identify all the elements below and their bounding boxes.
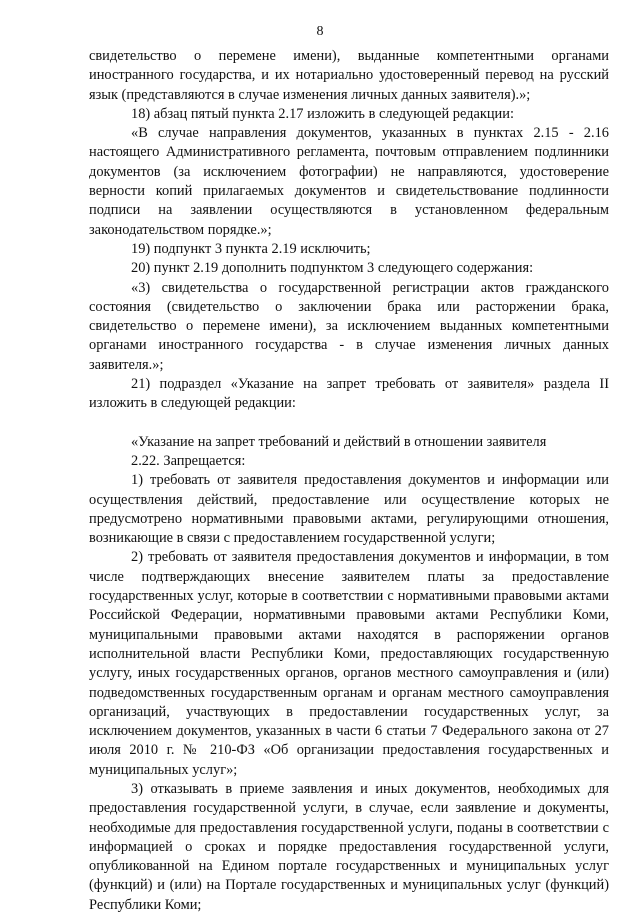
- paragraph-item-18: 18) абзац пятый пункта 2.17 изложить в следующей редакции:: [131, 105, 514, 122]
- page-number: 8: [316, 24, 324, 39]
- paragraph-item-19: 19) подпункт 3 пункта 2.19 исключить;: [131, 240, 371, 257]
- paragraph-quote-subitem-3: «3) свидетельства о государственной регистрации актов гражданского состояния (свидетельство о заключении брака или расторжении брака, свидетельство о перемене имени), за исключением выданных компетентными органами иностранного государства - в случае изменения личных данных заявителя.»;: [89, 279, 609, 373]
- paragraph-2-22: 2.22. Запрещается:: [131, 452, 246, 469]
- list-item-3: 3) отказывать в приеме заявления и иных документов, необходимых для предоставления государственной услуги, в случае, если заявление и документы, необходимые для предоставления государственной услуги, поданы в соответствии с информацией о сроках и порядке предоставления государственной услуги, опубликованной на Едином портале государственных и муниципальных услуг (функций) и (или) на Портале государственных и муниципальных услуг (функций) Республики Коми;: [89, 780, 609, 913]
- section-heading: «Указание на запрет требований и действий в отношении заявителя: [131, 433, 547, 450]
- paragraph-item-20: 20) пункт 2.19 дополнить подпунктом 3 следующего содержания:: [131, 260, 534, 277]
- document-body: [89, 47, 609, 915]
- list-item-2: 2) требовать от заявителя предоставления документов и информации, в том числе подтверждающих внесение заявителем платы за предоставление государственных услуг, которые в соответствии с нормативными правовыми актами Российской Федерации, нормативными правовыми актами Республики Коми, муниципальными правовыми актами находятся в распоряжении органов исполнительной власти Республики Коми, предоставляющих государственную услугу, иных государственных органов, органов местного самоуправления и (или) подведомственных государственным органам и органам местного самоуправления организаций, участвующих в предоставлении государственных услуг, за исключением документов, указанных в части 6 статьи 7 Федерального закона от 27 июля 2010 г. № 210-ФЗ «Об организации предоставления государственных и муниципальных услуг»;: [89, 549, 609, 778]
- paragraph-continuation: свидетельство о перемене имени), выданные компетентными органами иностранного государства, и их нотариально удостоверенный перевод на русский язык (представляются в случае изменения личных данных заявителя).»;: [89, 48, 609, 103]
- paragraph-quote-2-17: «В случае направления документов, указанных в пунктах 2.15 - 2.16 настоящего Административного регламента, почтовым отправлением подлинники документов (за исключением фотографии) не направляются, удостоверение верности копий прилагаемых документов и свидетельствование подлинности подписи на заявлении осуществляются в установленном федеральным законодательством порядке.»;: [89, 125, 609, 238]
- paragraph-item-21: 21) подраздел «Указание на запрет требовать от заявителя» раздела II изложить в следующей редакции:: [89, 376, 609, 412]
- list-item-1: 1) требовать от заявителя предоставления документов и информации или осуществления действий, предоставление или осуществление которых не предусмотрено нормативными правовыми актами, регулирующими отношения, возникающие в связи с предоставлением государственной услуги;: [89, 472, 609, 547]
